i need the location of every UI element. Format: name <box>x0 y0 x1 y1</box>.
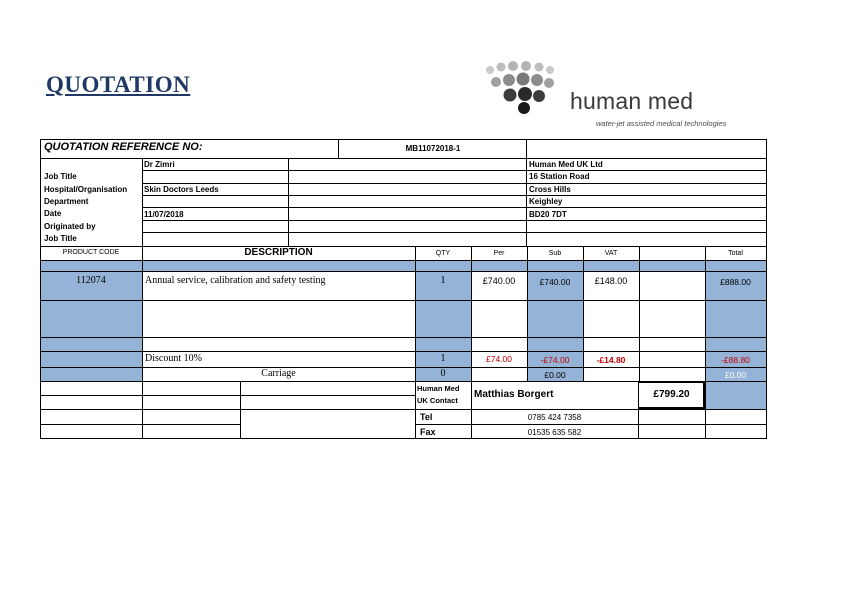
department-label: Department <box>44 197 89 206</box>
logo-wordmark: human med <box>570 88 694 114</box>
fax-value: 01535 635 582 <box>527 428 582 437</box>
logo-dots-icon <box>482 58 570 118</box>
item-per: £740.00 <box>482 276 516 286</box>
per-header-fill <box>471 261 527 271</box>
contact-label-line1: Human Med <box>417 384 460 393</box>
date-label: Date <box>44 209 62 218</box>
carriage-sub: £0.00 <box>544 370 566 380</box>
company-logo <box>482 58 772 132</box>
col-description: DESCRIPTION <box>244 247 313 258</box>
address-line: BD20 7DT <box>529 210 567 219</box>
tel-label: Tel <box>420 412 433 422</box>
hospital-label: Hospital/Organisation <box>44 185 128 194</box>
originated-by-label: Originated by <box>44 222 96 231</box>
discount-qty: 1 <box>440 353 446 364</box>
address-line: 16 Station Road <box>529 172 590 181</box>
address-line: Keighley <box>529 197 563 206</box>
carriage-qty: 0 <box>440 368 446 379</box>
tel-value: 0785 424 7358 <box>527 413 582 422</box>
vat-header-fill <box>583 261 639 271</box>
address-line: Cross Hills <box>529 185 571 194</box>
item-qty: 1 <box>440 275 446 286</box>
carriage-description: Carriage <box>261 368 296 379</box>
item-total: £888.00 <box>720 277 751 287</box>
carriage-total: £0.00 <box>724 370 747 380</box>
col-qty: QTY <box>435 250 451 257</box>
quotation-reference-label: QUOTATION REFERENCE NO: <box>44 141 203 153</box>
fax-label: Fax <box>420 427 436 437</box>
item-vat: £148.00 <box>594 276 628 286</box>
grand-total: £799.20 <box>653 389 690 400</box>
col-product-code: PRODUCT CODE <box>62 249 120 256</box>
discount-total: -£88.80 <box>721 355 750 365</box>
job-title-2-label: Job Title <box>44 234 77 243</box>
item-description: Annual service, calibration and safety testing <box>145 275 326 286</box>
item-sub: £740.00 <box>539 277 571 287</box>
sub-header-fill <box>527 261 583 271</box>
job-title-label: Job Title <box>44 172 77 181</box>
item-code: 112074 <box>76 275 106 286</box>
discount-per: £74.00 <box>486 354 512 364</box>
col-per: Per <box>493 250 505 257</box>
contact-name: Matthias Borgert <box>474 389 554 400</box>
blank-header-fill <box>639 261 705 271</box>
hospital-value: Skin Doctors Leeds <box>144 185 219 194</box>
date-value: 11/07/2018 <box>144 210 184 219</box>
logo-tagline: water-jet assisted medical technologies <box>596 119 727 128</box>
quotation-reference-value: MB11072018-1 <box>405 144 461 153</box>
page-title: QUOTATION <box>46 72 191 97</box>
col-total: Total <box>728 250 743 257</box>
address-line: Human Med UK Ltd <box>529 160 603 169</box>
desc-header-fill <box>142 261 415 271</box>
col-sub: Sub <box>548 250 562 257</box>
contact-label-line2: UK Contact <box>417 396 458 405</box>
col-vat: VAT <box>604 250 618 257</box>
discount-description: Discount 10% <box>145 353 202 364</box>
discount-vat: -£14.80 <box>596 355 626 365</box>
discount-sub: -£74.00 <box>540 355 570 365</box>
job-title-value: Dr Zimri <box>144 160 175 169</box>
